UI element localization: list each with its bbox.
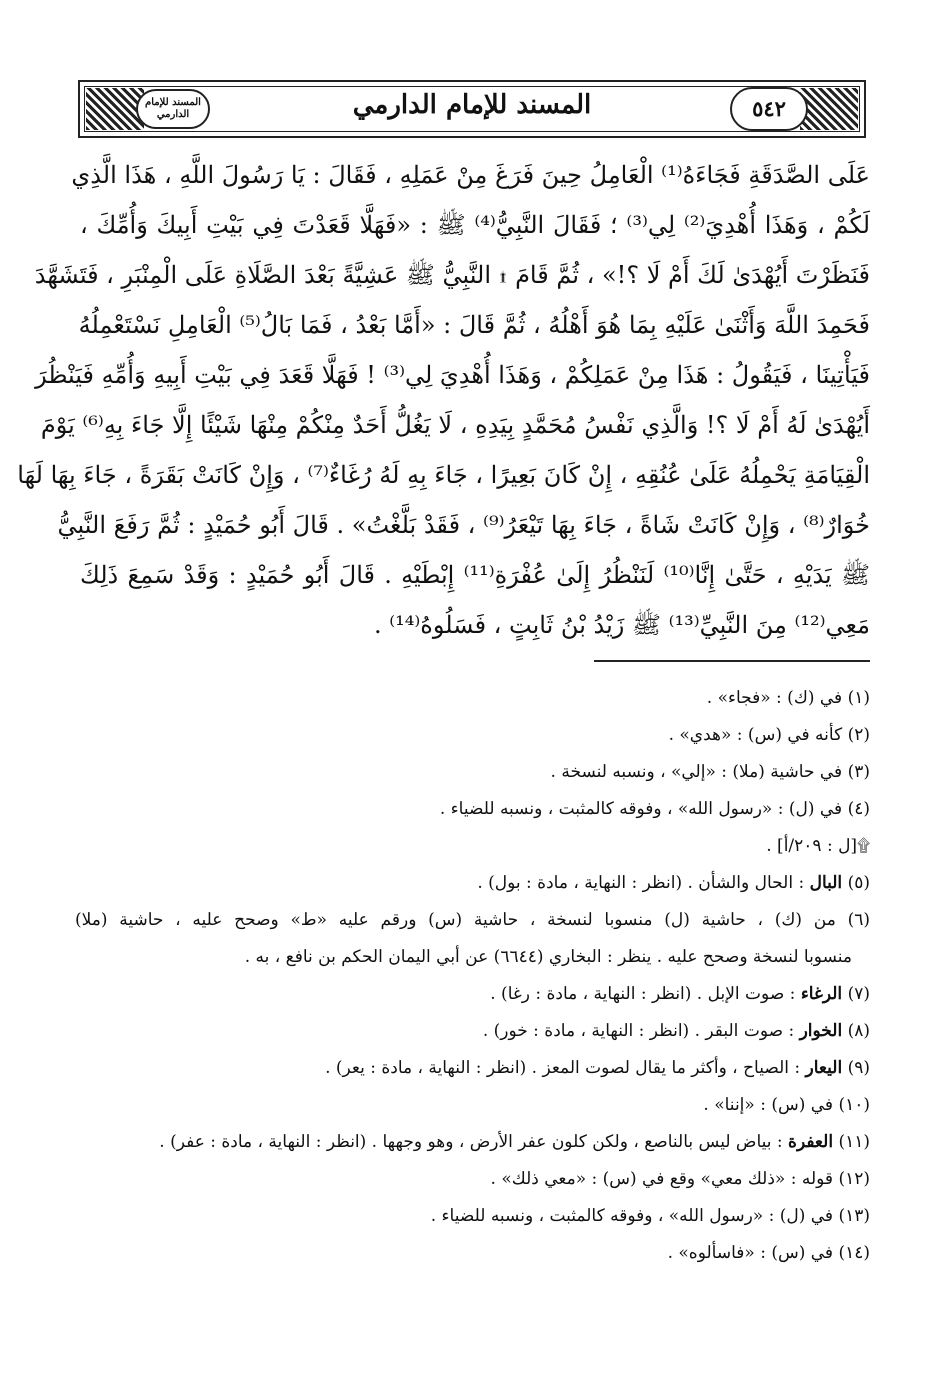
page-header [78, 80, 866, 138]
footnote: (٨) الخوار : صوت البقر . (انظر : النهاية ، مادة : خور) . [482, 1021, 870, 1041]
header-emblem: المسند للإمام الدارمي [136, 89, 210, 129]
footnote: (١٣) في (ل) : «رسول الله» ، وفوقه كالمثبت ، ونسبه للضياء . [430, 1206, 870, 1226]
page-number: ٥٤٢ [730, 87, 808, 131]
main-text [17, 150, 871, 650]
footnote-separator [594, 660, 870, 662]
footnote: (١٢) قوله : «ذلك معي» وقع في (س) : «معي ذلك» . [490, 1169, 870, 1189]
footnote: (١١) العفرة : بياض ليس بالناصع ، ولكن كلون عفر الأرض ، وهو وجهها . (انظر : النهاية ، مادة : عفر) . [159, 1132, 870, 1152]
footnote: (١٠) في (س) : «إننا» . [703, 1095, 870, 1115]
text-line: ﷺ يَدَيْهِ ، حَتَّىٰ إِنَّا⁽¹⁰⁾ لَنَنْظُرُ إِلَىٰ عُفْرَةِ⁽¹¹⁾ إِبْطَيْهِ . قَالَ أَبُو حُمَيْدٍ : وَقَدْ سَمِعَ ذَلِكَ [80, 561, 871, 589]
running-title: المسند للإمام الدارمي [352, 90, 592, 120]
text-line: الْقِيَامَةِ يَحْمِلُهُ عَلَىٰ عُنُقِهِ ، إِنْ كَانَ بَعِيرًا ، جَاءَ بِهِ لَهُ رُغَاءٌ⁽⁷⁾ ، وَإِنْ كَانَتْ بَقَرَةً ، جَاءَ بِهَا لَهَا [17, 461, 870, 489]
text-line: فَيَأْتِينَا ، فَيَقُولُ : هَذَا مِنْ عَمَلِكُمْ ، وَهَذَا أُهْدِيَ لِي⁽³⁾ ! فَهَلَّا قَعَدَ فِي بَيْتِ أَبِيهِ وَأُمِّهِ فَيَنْظُرَ [35, 361, 870, 389]
text-line: خُوَارٌ⁽⁸⁾ ، وَإِنْ كَانَتْ شَاةً ، جَاءَ بِهَا تَيْعَرُ⁽⁹⁾ ، فَقَدْ بَلَّغْتُ» . قَالَ أَبُو حُمَيْدٍ : ثُمَّ رَفَعَ النَّبِيُّ [57, 511, 870, 539]
text-line: فَحَمِدَ اللَّهَ وَأَثْنَىٰ عَلَيْهِ بِمَا هُوَ أَهْلُهُ ، ثُمَّ قَالَ : «أَمَّا بَعْدُ ، فَمَا بَالُ⁽⁵⁾ الْعَامِلِ نَسْتَعْمِلُهُ [78, 311, 870, 339]
text-line: مَعِي⁽¹²⁾ مِنَ النَّبِيِّ⁽¹³⁾ ﷺ زَيْدُ بْنُ ثَابِتٍ ، فَسَلُوهُ⁽¹⁴⁾ . [373, 611, 870, 639]
text-line: لَكُمْ ، وَهَذَا أُهْدِيَ⁽²⁾ لِي⁽³⁾ ؛ فَقَالَ النَّبِيُّ⁽⁴⁾ ﷺ : «فَهَلَّا قَعَدْتَ فِي بَيْتِ أَبِيكَ وَأُمِّكَ ، [80, 211, 871, 239]
footnote: (٤) في (ل) : «رسول الله» ، وفوقه كالمثبت ، ونسبه للضياء . [439, 799, 870, 819]
text-line: فَنَظَرْتَ أَيُهْدَىٰ لَكَ أَمْ لَا ؟!» ، ثُمَّ قَامَ ۩ النَّبِيُّ ﷺ عَشِيَّةً بَعْدَ الصَّلَاةِ عَلَى الْمِنْبَرِ ، فَتَشَهَّدَ [34, 261, 870, 289]
footnote: (١) في (ك) : «فجاء» . [706, 688, 870, 708]
footnote: (٥) البال : الحال والشأن . (انظر : النهاية ، مادة : بول) . [477, 873, 870, 893]
footnote: (٢) كأنه في (س) : «هدي» . [668, 725, 870, 745]
footnote: ۩[ل : ٢٠٩/أ] . [766, 836, 870, 856]
footnotes [75, 680, 870, 1272]
footnote: (٩) اليعار : الصياح ، وأكثر ما يقال لصوت المعز . (انظر : النهاية ، مادة : يعر) . [325, 1058, 870, 1078]
ornament-right [800, 88, 858, 130]
footnote: (١٤) في (س) : «فاسألوه» . [667, 1243, 870, 1263]
footnote: (٦) من (ك) ، حاشية (ل) منسوبا لنسخة ، حاشية (س) ورقم عليه «ط» وصحح عليه ، حاشية (ملا) [75, 910, 870, 930]
footnote: (٣) في حاشية (ملا) : «إلي» ، ونسبه لنسخة . [550, 762, 870, 782]
footnote: (٧) الرغاء : صوت الإبل . (انظر : النهاية ، مادة : رغا) . [490, 984, 870, 1004]
text-line: أَيُهْدَىٰ لَهُ أَمْ لَا ؟! وَالَّذِي نَفْسُ مُحَمَّدٍ بِيَدِهِ ، لَا يَغُلُّ أَحَدٌ مِنْكُمْ مِنْهَا شَيْئًا إِلَّا جَاءَ بِهِ⁽⁶⁾ يَوْمَ [40, 411, 870, 439]
footnote-continuation: منسوبا لنسخة وصحح عليه . ينظر : البخاري (٦٦٤٤) عن أبي اليمان الحكم بن نافع ، به . [244, 947, 852, 967]
text-line: عَلَى الصَّدَقَةِ فَجَاءَهُ⁽¹⁾ الْعَامِلُ حِينَ فَرَغَ مِنْ عَمَلِهِ ، فَقَالَ : يَا رَسُولَ اللَّهِ ، هَذَا الَّذِي [71, 161, 870, 189]
